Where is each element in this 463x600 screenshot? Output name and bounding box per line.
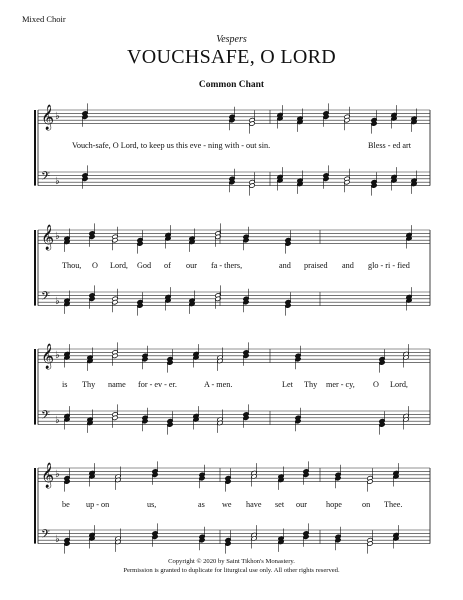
lyric-word: set — [275, 500, 285, 509]
lyric-word: hope — [326, 500, 342, 509]
chant-label: Common Chant — [198, 80, 265, 90]
bass-clef-icon: 𝄢 — [41, 170, 51, 186]
lyric-word: of — [164, 261, 171, 270]
flat-key-signature-icon: ♭ — [55, 296, 60, 307]
flat-key-signature-icon: ♭ — [55, 350, 60, 361]
lyric-word: is — [62, 380, 68, 389]
lyric-word: O — [92, 261, 98, 270]
lyric-word: Let — [282, 380, 293, 389]
lyric-word: O — [373, 380, 379, 389]
flat-key-signature-icon: ♭ — [55, 534, 60, 545]
bass-clef-icon: 𝄢 — [41, 528, 51, 544]
lyric-word: us, — [147, 500, 157, 509]
lyric-word: A - men. — [204, 380, 233, 389]
permission-line: Permission is granted to duplicate for liturgical use only. All other rights reserved. — [123, 567, 340, 574]
copyright-notice — [0, 557, 463, 575]
lyric-word: Thee. — [384, 500, 403, 509]
treble-clef-icon: 𝄞 — [41, 344, 55, 369]
lyric-word: have — [246, 500, 262, 509]
flat-key-signature-icon: ♭ — [55, 469, 60, 480]
lyric-word: and — [279, 261, 291, 270]
lyric-line: Bless - ed art — [368, 141, 411, 150]
lyric-word: Thy — [304, 380, 318, 389]
subtitle: Vespers — [216, 34, 247, 45]
lyric-word: Thy — [82, 380, 96, 389]
flat-key-signature-icon: ♭ — [55, 415, 60, 426]
lyric-word: as — [198, 500, 205, 509]
lyric-word: we — [222, 500, 232, 509]
lyric-word: fa - thers, — [211, 261, 243, 270]
flat-key-signature-icon: ♭ — [55, 231, 60, 242]
treble-clef-icon: 𝄞 — [41, 105, 55, 130]
voicing-label: Mixed Choir — [22, 14, 66, 24]
bass-clef-icon: 𝄢 — [41, 290, 51, 306]
lyric-word: Lord, — [110, 261, 128, 270]
lyric-word: Thou, — [62, 261, 82, 270]
lyric-word: on — [362, 500, 371, 509]
lyric-line: Vouch-safe, O Lord, to keep us this eve - ning with - out sin. — [72, 141, 271, 150]
treble-clef-icon: 𝄞 — [41, 225, 55, 250]
page-title: VOUCHSAFE, O LORD — [126, 46, 336, 68]
bass-clef-icon: 𝄢 — [41, 409, 51, 425]
copyright-line: Copyright © 2020 by Saint Tikhon's Monastery. — [168, 558, 295, 565]
lyric-word: our — [186, 261, 197, 270]
lyric-word: God — [137, 261, 152, 270]
lyric-word: be — [62, 500, 70, 509]
lyric-word: our — [296, 500, 307, 509]
flat-key-signature-icon: ♭ — [55, 176, 60, 187]
lyric-word: up - on — [86, 500, 110, 509]
lyric-word: mer - cy, — [326, 380, 355, 389]
flat-key-signature-icon: ♭ — [55, 111, 60, 122]
lyric-word: for - ev - er. — [138, 380, 177, 389]
lyric-word: and — [342, 261, 354, 270]
lyric-word: Lord, — [390, 380, 408, 389]
treble-clef-icon: 𝄞 — [41, 463, 55, 488]
lyric-word: name — [108, 380, 126, 389]
lyric-word: praised — [304, 261, 328, 270]
lyric-word: glo - ri - fied — [368, 261, 410, 270]
